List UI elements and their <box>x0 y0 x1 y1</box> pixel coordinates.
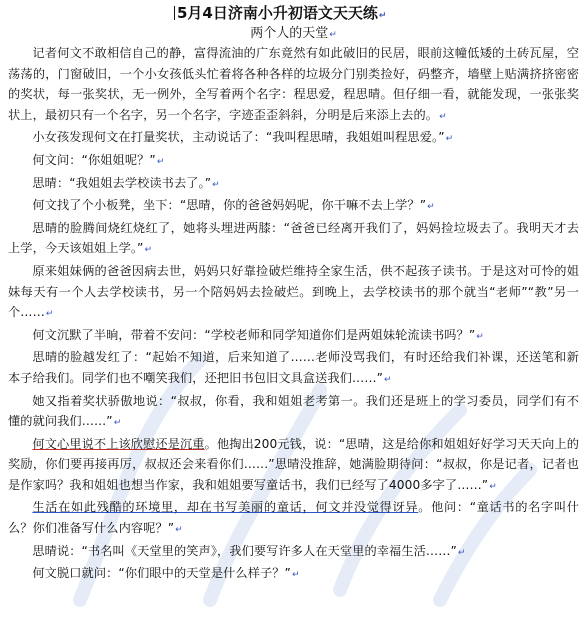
text-cursor <box>174 6 175 20</box>
paragraph-mark: ↵ <box>113 418 122 429</box>
paragraph-mark: ↵ <box>384 374 392 385</box>
paragraph-mark: ↵ <box>427 202 435 213</box>
paragraph-text: 思晴的脸越发红了：“起始不知道，后来知道了……老师没骂我们，有时还给我们补课，还送笔和新本子给我们。同学们也不嘲笑我们，还把旧书包旧文具盒送我们……” <box>8 350 579 385</box>
paragraph <box>8 218 579 261</box>
paragraph-text: 。他掏出200元钱，说：“思晴，这是给你和姐姐好好学习天天向上的奖励，你们要再接再厉，叔叔还会来看你们……”思晴没推辞，她满脸期待问：“叔叔，你是记者，记者也是作家吗？我和姐姐也想当作家，我和姐姐要写童话书，我们已经写了4000多字了……” <box>8 436 579 492</box>
paragraph-mark: ↵ <box>329 30 337 40</box>
paragraph-mark: ↵ <box>476 331 484 342</box>
paragraph <box>8 563 579 586</box>
paragraph <box>8 261 579 325</box>
paragraph-text: 思晴说：“书名叫《天堂里的笑声》，我们要写许多人在天堂里的幸福生活……” <box>32 543 457 558</box>
underlined-sentence: 生活在如此残酷的环境里，却在书写美丽的童话，何文并没觉得讶异 <box>32 500 419 515</box>
paragraph-mark: ↵ <box>156 156 165 167</box>
paragraph <box>8 497 579 540</box>
paragraph <box>8 127 579 150</box>
paragraph <box>8 391 579 434</box>
paragraph <box>8 325 579 348</box>
paragraph <box>8 43 579 127</box>
paragraph-text: 小女孩发现何文在打量奖状，主动说话了：“我叫程思晴，我姐姐叫程思爱。” <box>32 130 445 145</box>
paragraph <box>8 347 579 390</box>
article-subtitle-text: 两个人的天堂 <box>250 26 329 41</box>
paragraph-mark: ↵ <box>45 309 54 320</box>
paragraph <box>8 195 579 218</box>
paragraph-mark: ↵ <box>212 179 220 190</box>
page-title <box>174 2 386 24</box>
paragraph-mark: ↵ <box>144 245 153 256</box>
page-title-text: 5月4日济南小升初语文天天练 <box>177 4 378 22</box>
paragraph-mark: ↵ <box>291 570 300 581</box>
paragraph <box>8 434 579 498</box>
paragraph-mark: ↵ <box>378 11 387 21</box>
paragraph-text: 记者何文不敢相信自己的静，富得流油的广东竟然有如此破旧的民居，眼前这幢低矮的土砖瓦屋，空荡荡的，门窗破旧，一个小女孩低头忙着将各种各样的垃圾分门别类捡好，码整齐，墙壁上贴满挤挤密密的奖状，每一张奖状，无一例外，全写着两个名字：程思爱，程思晴。但仔细一看，就能发现，一张张奖状上，最初只有一个名字，另一个名字，字迹歪歪斜斜，分明是后来添上去的。 <box>8 46 579 122</box>
paragraph-text: 。他问：“童话书的名字叫什么？你们准备写什么内容呢？” <box>8 500 580 536</box>
paragraph-mark: ↵ <box>445 134 454 145</box>
paragraph-mark: ↵ <box>457 547 466 558</box>
paragraph <box>8 173 579 196</box>
paragraph-text: 她又指着奖状骄傲地说：“叔叔，你看，我和姐姐老考第一。我们还是班上的学习委员，同学们有不懂的就问我们……” <box>8 393 579 429</box>
paragraph-text: 何文脱口就问：“你们眼中的天堂是什么样子？” <box>32 566 291 581</box>
article-subtitle <box>0 24 587 45</box>
underlined-sentence: 何文心里说不上该欣慰还是沉重 <box>32 436 205 451</box>
article-body <box>8 43 579 586</box>
paragraph <box>8 541 579 564</box>
paragraph-text: 何文找了个小板凳，坐下：“思晴，你的爸爸妈妈呢，你干嘛不去上学？” <box>32 198 427 213</box>
paragraph-mark: ↵ <box>439 111 447 122</box>
paragraph-text: 何文沉默了半晌，带着不安问：“学校老师和同学知道你们是两姐妹轮流读书吗？” <box>32 327 476 342</box>
paragraph <box>8 150 579 173</box>
paragraph-mark: ↵ <box>489 481 497 492</box>
paragraph-mark: ↵ <box>175 525 183 536</box>
paragraph-text: 思晴的脸腾间烧红烧红了，她将头埋进两膝：“爸爸已经离开我们了，妈妈捡垃圾去了。我明天才去上学，今天该姐姐上学。” <box>8 220 579 256</box>
paragraph-text: 何文问：“你姐姐呢？” <box>32 152 156 167</box>
paragraph-text: 思晴：“我姐姐去学校读书去了。” <box>32 175 212 190</box>
paragraph-text: 原来姐妹俩的爸爸因病去世，妈妈只好靠捡破烂维持全家生活，供不起孩子读书。于是这对可怜的姐妹每天有一个人去学校读书，另一个陪妈妈去捡破烂。到晚上，去学校读书的那个就当“老师”“教”另一个…… <box>8 263 579 320</box>
